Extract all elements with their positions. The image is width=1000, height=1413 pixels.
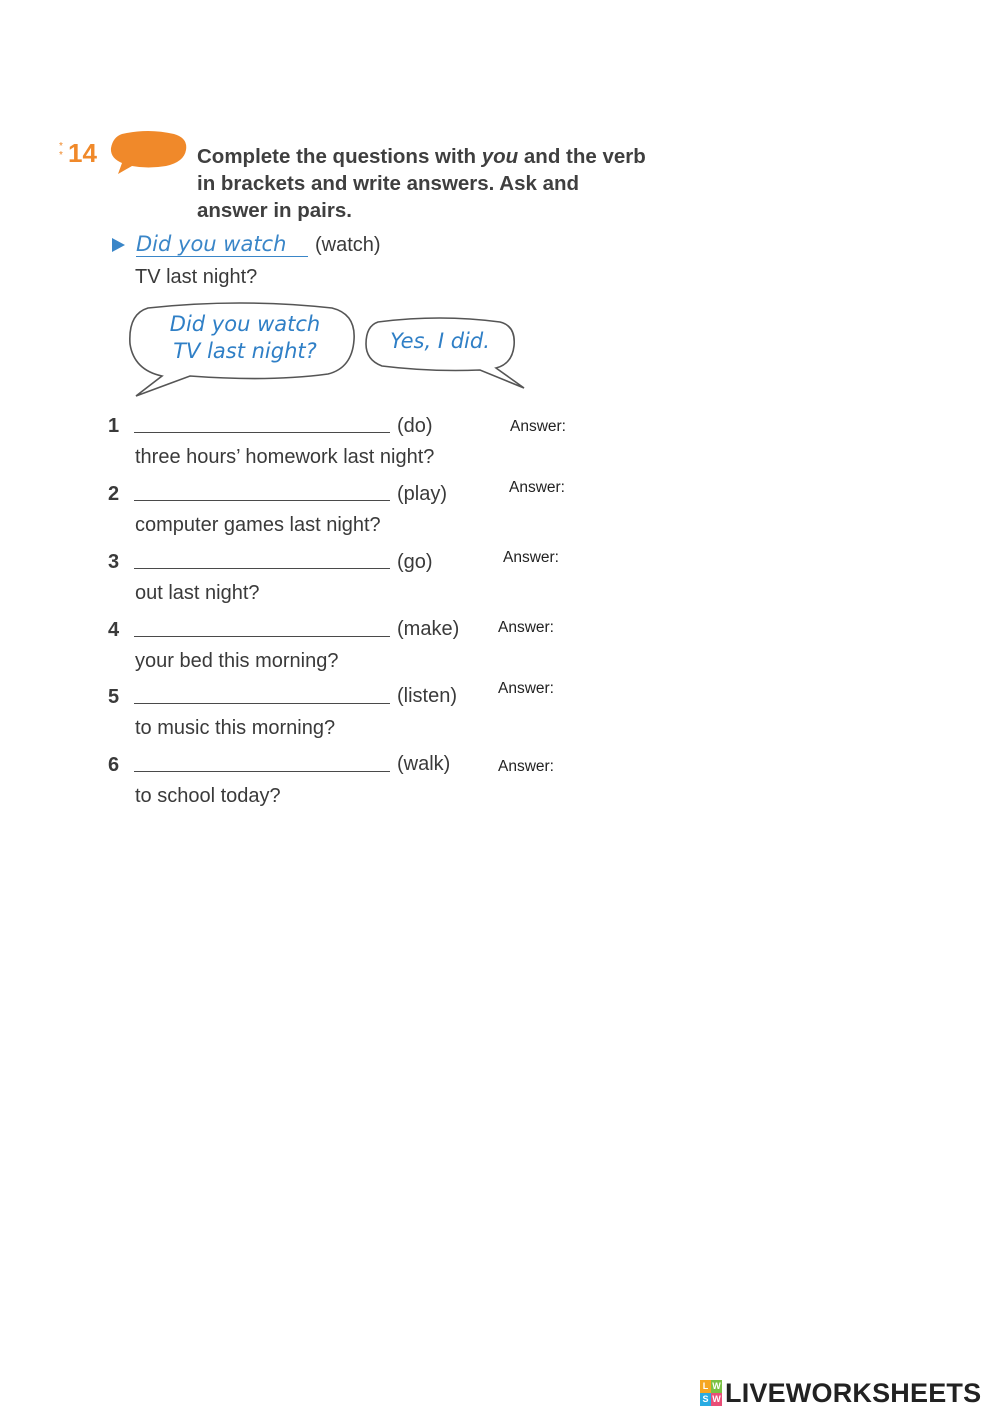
instructions-emphasis: you (481, 145, 519, 168)
exercise-stars: * * (59, 141, 63, 161)
item-number: 4 (108, 619, 120, 641)
logo-tile: W (712, 1394, 721, 1404)
answer-blank-6[interactable] (134, 771, 390, 772)
logo-tile: S (700, 1393, 711, 1406)
question-bubble-line1: Did you watch (169, 312, 321, 336)
item-continuation: three hours’ homework last night? (135, 446, 435, 468)
instructions (197, 143, 647, 224)
answer-blank-5[interactable] (134, 703, 390, 704)
logo-tile: W (712, 1381, 721, 1391)
item-verb: (do) (397, 415, 433, 437)
answer-label-2[interactable]: Answer: (509, 479, 565, 496)
instructions-text-1: Complete the questions with (197, 145, 482, 168)
example-verb: (watch) (315, 234, 381, 256)
example-arrow-icon (112, 238, 125, 252)
item-verb: (listen) (397, 685, 458, 707)
answer-blank-3[interactable] (134, 568, 390, 569)
liveworksheets-logo-icon (700, 1380, 722, 1406)
answer-label-3[interactable]: Answer: (503, 549, 559, 566)
example-answer: Did you watch (136, 232, 308, 257)
item-number: 1 (108, 415, 120, 437)
item-continuation: out last night? (135, 582, 260, 604)
answer-label-5[interactable]: Answer: (498, 680, 554, 697)
answer-label-4[interactable]: Answer: (498, 619, 554, 636)
answer-label-6[interactable]: Answer: (498, 758, 554, 775)
speech-bubble-icon (108, 130, 190, 178)
answer-blank-1[interactable] (134, 432, 390, 433)
liveworksheets-logo[interactable] (700, 1376, 981, 1410)
question-bubble-text (145, 311, 345, 365)
item-verb: (go) (397, 551, 433, 573)
answer-blank-2[interactable] (134, 500, 390, 501)
instructions-text-2: and the verb in brackets and write answers. Ask and answer in pairs. (197, 145, 646, 222)
item-number: 6 (108, 754, 120, 776)
reply-bubble-text: Yes, I did. (390, 329, 490, 353)
item-verb: (make) (397, 618, 460, 640)
item-verb: (walk) (397, 753, 451, 775)
exercise-number: 14 (68, 138, 97, 168)
logo-tile: L (700, 1380, 711, 1393)
liveworksheets-logo-text: LIVEWORKSHEETS (725, 1377, 982, 1408)
answer-blank-4[interactable] (134, 636, 390, 637)
item-continuation: your bed this morning? (135, 650, 339, 672)
item-verb: (play) (397, 483, 448, 505)
answer-label-1[interactable]: Answer: (510, 418, 566, 435)
item-continuation: to school today? (135, 785, 281, 807)
item-continuation: to music this morning? (135, 717, 336, 739)
item-continuation: computer games last night? (135, 514, 381, 536)
item-number: 5 (108, 686, 120, 708)
example-continuation: TV last night? (135, 266, 258, 288)
question-bubble-line2: TV last night? (173, 339, 317, 363)
item-number: 2 (108, 483, 120, 505)
item-number: 3 (108, 551, 120, 573)
